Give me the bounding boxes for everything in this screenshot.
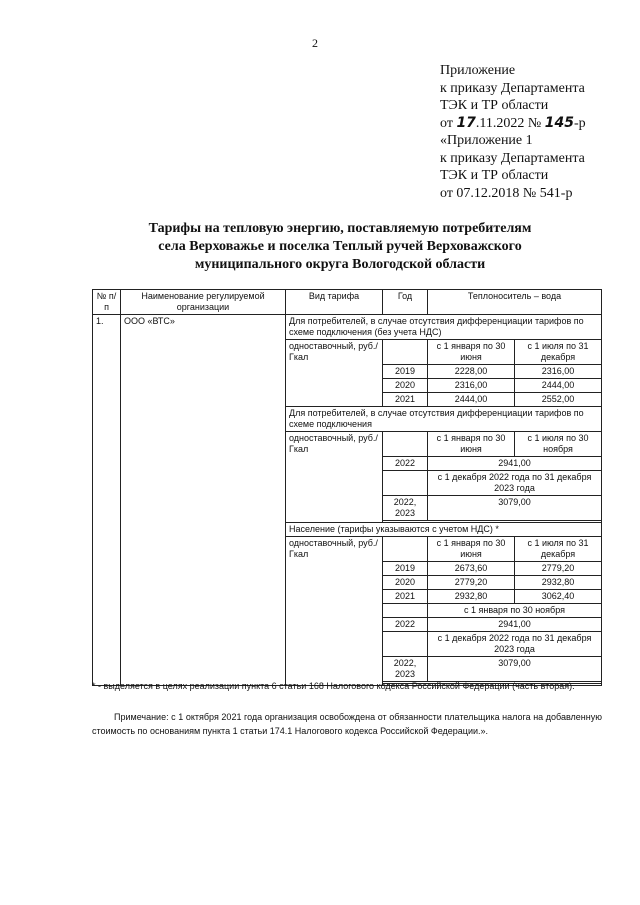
value-cell: 2932,80: [515, 576, 602, 590]
appendix-line: ТЭК и ТР области: [440, 168, 549, 183]
appendix-line: «Приложение 1: [440, 133, 533, 148]
year-cell: 2019: [383, 562, 428, 576]
table-header-row: [93, 290, 602, 315]
appendix-line: к приказу Департамента: [440, 80, 585, 96]
org-name: ООО «ВТС»: [121, 315, 286, 686]
title-line: муниципального округа Вологодской области: [194, 257, 486, 272]
period-header: с 1 января по 30 июня: [428, 432, 515, 457]
appendix-line: ТЭК и ТР области: [440, 98, 549, 113]
value-cell: 3079,00: [428, 657, 602, 682]
value-cell: 2932,80: [428, 590, 515, 604]
year-cell: 2020: [383, 576, 428, 590]
section-title: Население (тарифы указываются с учетом НДС) *: [286, 523, 602, 537]
value-cell: 2444,00: [515, 379, 602, 393]
year-cell: 2022, 2023: [383, 657, 428, 682]
value-cell: 2316,00: [515, 365, 602, 379]
empty-cell: [383, 632, 428, 657]
year-cell: 2022: [383, 618, 428, 632]
value-cell: 3079,00: [428, 496, 602, 521]
appendix-text: -р: [574, 115, 586, 131]
value-cell: 2444,00: [428, 393, 515, 407]
footnote: * - выделяется в целях реализации пункта 6 статьи 168 Налогового кодекса Российской Федерации (часть вторая).: [92, 681, 575, 691]
row-number: 1.: [93, 315, 121, 686]
period-header: с 1 июля по 31 декабря: [515, 340, 602, 365]
note-text: Примечание: с 1 октября 2021 года организация освобождена от обязанности плательщика налога на добавленную стоимость по основаниям пункта 1 статьи 174.1 Налогового кодекса Российской Федерации.».: [92, 712, 602, 736]
period-header: с 1 декабря 2022 года по 31 декабря 2023 года: [428, 632, 602, 657]
empty-cell: [383, 340, 428, 365]
year-cell: 2020: [383, 379, 428, 393]
period-header: с 1 июля по 30 ноября: [515, 432, 602, 457]
value-cell: 3062,40: [515, 590, 602, 604]
period-header: с 1 января по 30 июня: [428, 537, 515, 562]
title-line: Тарифы на тепловую энергию, поставляемую потребителям: [148, 221, 532, 236]
page-number: 2: [312, 36, 318, 50]
appendix-line: к приказу Департамента: [440, 150, 585, 166]
header-num: № п/п: [93, 290, 121, 315]
period-header: с 1 декабря 2022 года по 31 декабря 2023 года: [428, 471, 602, 496]
year-cell: 2021: [383, 393, 428, 407]
empty-cell: [383, 537, 428, 562]
section-title: Для потребителей, в случае отсутствия дифференциации тарифов по схеме подключения (без учета НДС): [286, 315, 602, 340]
year-cell: 2019: [383, 365, 428, 379]
appendix-text: .11.2022 №: [475, 115, 545, 131]
value-cell: 2941,00: [428, 618, 602, 632]
value-cell: 2941,00: [428, 457, 602, 471]
header-type: Вид тарифа: [286, 290, 383, 315]
period-header: с 1 июля по 31 декабря: [515, 537, 602, 562]
appendix-block: [440, 62, 630, 202]
empty-cell: [383, 604, 428, 618]
value-cell: 2779,20: [515, 562, 602, 576]
year-cell: 2022: [383, 457, 428, 471]
tariff-type: одноставочный, руб./Гкал: [286, 537, 383, 686]
year-cell: 2022, 2023: [383, 496, 428, 521]
document-title: [60, 220, 620, 274]
appendix-line: от 07.12.2018 № 541-р: [440, 185, 573, 201]
year-cell: 2021: [383, 590, 428, 604]
appendix-text: от: [440, 115, 457, 131]
empty-cell: [383, 471, 428, 496]
tariff-type: одноставочный, руб./Гкал: [286, 432, 383, 523]
tariff-table: [92, 289, 602, 686]
handwritten-order-number: 145: [544, 114, 574, 131]
header-carrier: Теплоноситель – вода: [428, 290, 602, 315]
value-cell: 2228,00: [428, 365, 515, 379]
value-cell: 2779,20: [428, 576, 515, 590]
note-paragraph: [92, 710, 602, 738]
appendix-order-date: [440, 115, 630, 133]
header-year: Год: [383, 290, 428, 315]
tariff-type: одноставочный, руб./Гкал: [286, 340, 383, 407]
section-title: Для потребителей, в случае отсутствия дифференциации тарифов по схеме подключения: [286, 407, 602, 432]
appendix-line: Приложение: [440, 63, 516, 78]
empty-cell: [383, 432, 428, 457]
value-cell: 2673,60: [428, 562, 515, 576]
title-line: села Верховажье и поселка Теплый ручей Верховажского: [158, 239, 522, 254]
period-header: с 1 января по 30 июня: [428, 340, 515, 365]
header-org: Наименование регулируемой организации: [121, 290, 286, 315]
value-cell: 2552,00: [515, 393, 602, 407]
period-header: с 1 января по 30 ноября: [428, 604, 602, 618]
handwritten-day: 17: [456, 114, 476, 131]
value-cell: 2316,00: [428, 379, 515, 393]
